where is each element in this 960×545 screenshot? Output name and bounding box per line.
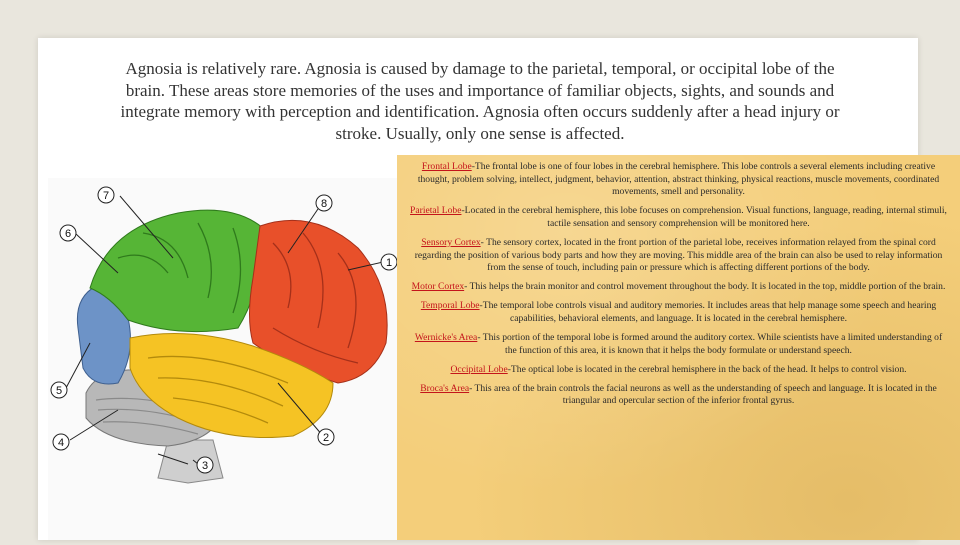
term-wernickes-area: Wernicke's Area	[414, 332, 478, 344]
svg-text:1: 1	[385, 257, 393, 269]
brain-illustration	[48, 178, 400, 540]
entry-text: The temporal lobe controls visual and auditory memories. It includes areas that help manage some speech and hearing capabilities, behavioral elements, and language. It is located in the cerebral hemisphere.	[482, 300, 937, 324]
entry-text: Located in the cerebral hemisphere, this lobe focuses on comprehension. Visual functions, language, reading, internal stimuli, tactile sensation and sensory comprehension will be monitored here.	[464, 205, 947, 229]
svg-text:2: 2	[322, 432, 330, 444]
svg-text:5: 5	[55, 385, 63, 397]
entry-text: The sensory cortex, located in the front portion of the parietal lobe, receives information relayed from the spinal cord regarding the position of various body parts and how they are moving. This middle area of the brain can also be used to relay information from the sense of touch, including pain or pressure which is affecting different portions of the body.	[414, 236, 943, 274]
term-occipital-lobe: Occipital Lobe	[450, 363, 508, 375]
svg-text:8: 8	[320, 198, 328, 210]
marker-8	[316, 195, 332, 211]
marker-6	[60, 225, 76, 241]
marker-5	[51, 382, 67, 398]
entry-occipital-lobe: Occipital Lobe-The optical lobe is located in the cerebral hemisphere in the back of the head. It helps to control vision.	[450, 363, 907, 375]
entry-frontal-lobe: Frontal Lobe-The frontal lobe is one of four lobes in the cerebral hemisphere. This lobe controls a several elements including creative thought, problem solving, intellect, judgment, behavior, attention, abstract thinking, physical reactions, muscle movements, coordinated movements, smell and personality.	[417, 161, 940, 198]
lobe-descriptions-panel	[397, 155, 960, 540]
entry-wernickes-area: Wernicke's Area- This portion of the temporal lobe is formed around the auditory cortex. While scientists have a limited understanding of the function of this area, it is known that it helps the body formulate or understand speech.	[414, 332, 943, 356]
term-frontal-lobe: Frontal Lobe	[421, 161, 472, 172]
svg-text:7: 7	[102, 190, 110, 202]
svg-text:4: 4	[57, 437, 65, 449]
marker-7	[98, 187, 114, 203]
svg-text:3: 3	[201, 460, 209, 472]
entry-text: This helps the brain monitor and control movement throughout the body. It is located in the top, middle portion of the brain.	[469, 281, 946, 293]
entry-text: This area of the brain controls the facial neurons as well as the understanding of speech and language. It is located in the triangular and opercular section of the inferior frontal gyrus.	[474, 382, 937, 407]
marker-4	[53, 434, 69, 450]
svg-text:6: 6	[64, 228, 72, 240]
entry-text: The frontal lobe is one of four lobes in the cerebral hemisphere. This lobe controls a several elements including creative thought, problem solving, intellect, judgment, behavior, attention, abstract thinking, physical reactions, muscle movements, coordinated movements, smell and personality.	[417, 161, 940, 198]
entry-temporal-lobe: Temporal Lobe-The temporal lobe controls visual and auditory memories. It includes areas that help manage some speech and hearing capabilities, behavioral elements, and language. It is located in the cerebral hemisphere.	[420, 300, 937, 324]
entry-text: The optical lobe is located in the cerebral hemisphere in the back of the head. It helps to control vision.	[510, 363, 907, 375]
entry-brocas-area: Broca's Area- This area of the brain controls the facial neurons as well as the understanding of speech and language. It is located in the triangular and opercular section of the inferior frontal gyrus.	[420, 382, 937, 407]
entry-text: This portion of the temporal lobe is formed around the auditory cortex. While scientists have a limited understanding of the function of this area, it is known that it helps the body formulate or understand speech.	[482, 332, 943, 356]
term-motor-cortex: Motor Cortex	[411, 281, 465, 293]
term-sensory-cortex: Sensory Cortex	[421, 236, 481, 248]
term-temporal-lobe: Temporal Lobe	[420, 300, 480, 312]
entry-parietal-lobe: Parietal Lobe-Located in the cerebral hemisphere, this lobe focuses on comprehension. Visual functions, language, reading, internal stimuli, tactile sensation and sensory comprehension will be monitored here.	[410, 205, 947, 229]
intro-text: Agnosia is relatively rare. Agnosia is caused by damage to the parietal, temporal, or occipital lobe of the brain. These areas store memories of the uses and importance of familiar objects, sights, and sounds and integrate memory with perception and identification. Agnosia often occurs suddenly after a head injury or stroke. Usually, only one sense is affected.	[120, 59, 840, 143]
entry-sensory-cortex: Sensory Cortex- The sensory cortex, located in the front portion of the parietal lobe, receives information relayed from the spinal cord regarding the position of various body parts and how they are moving. This middle area of the brain can also be used to relay information from the sense of touch, including pain or pressure which is affecting different portions of the body.	[414, 236, 943, 274]
term-brocas-area: Broca's Area	[420, 382, 470, 394]
term-parietal-lobe: Parietal Lobe	[410, 205, 462, 217]
marker-2	[318, 429, 334, 445]
entry-motor-cortex: Motor Cortex- This helps the brain monitor and control movement throughout the body. It is located in the top, middle portion of the brain.	[411, 281, 946, 293]
brain-diagram	[48, 178, 400, 540]
marker-3	[197, 457, 213, 473]
marker-1	[381, 254, 397, 270]
